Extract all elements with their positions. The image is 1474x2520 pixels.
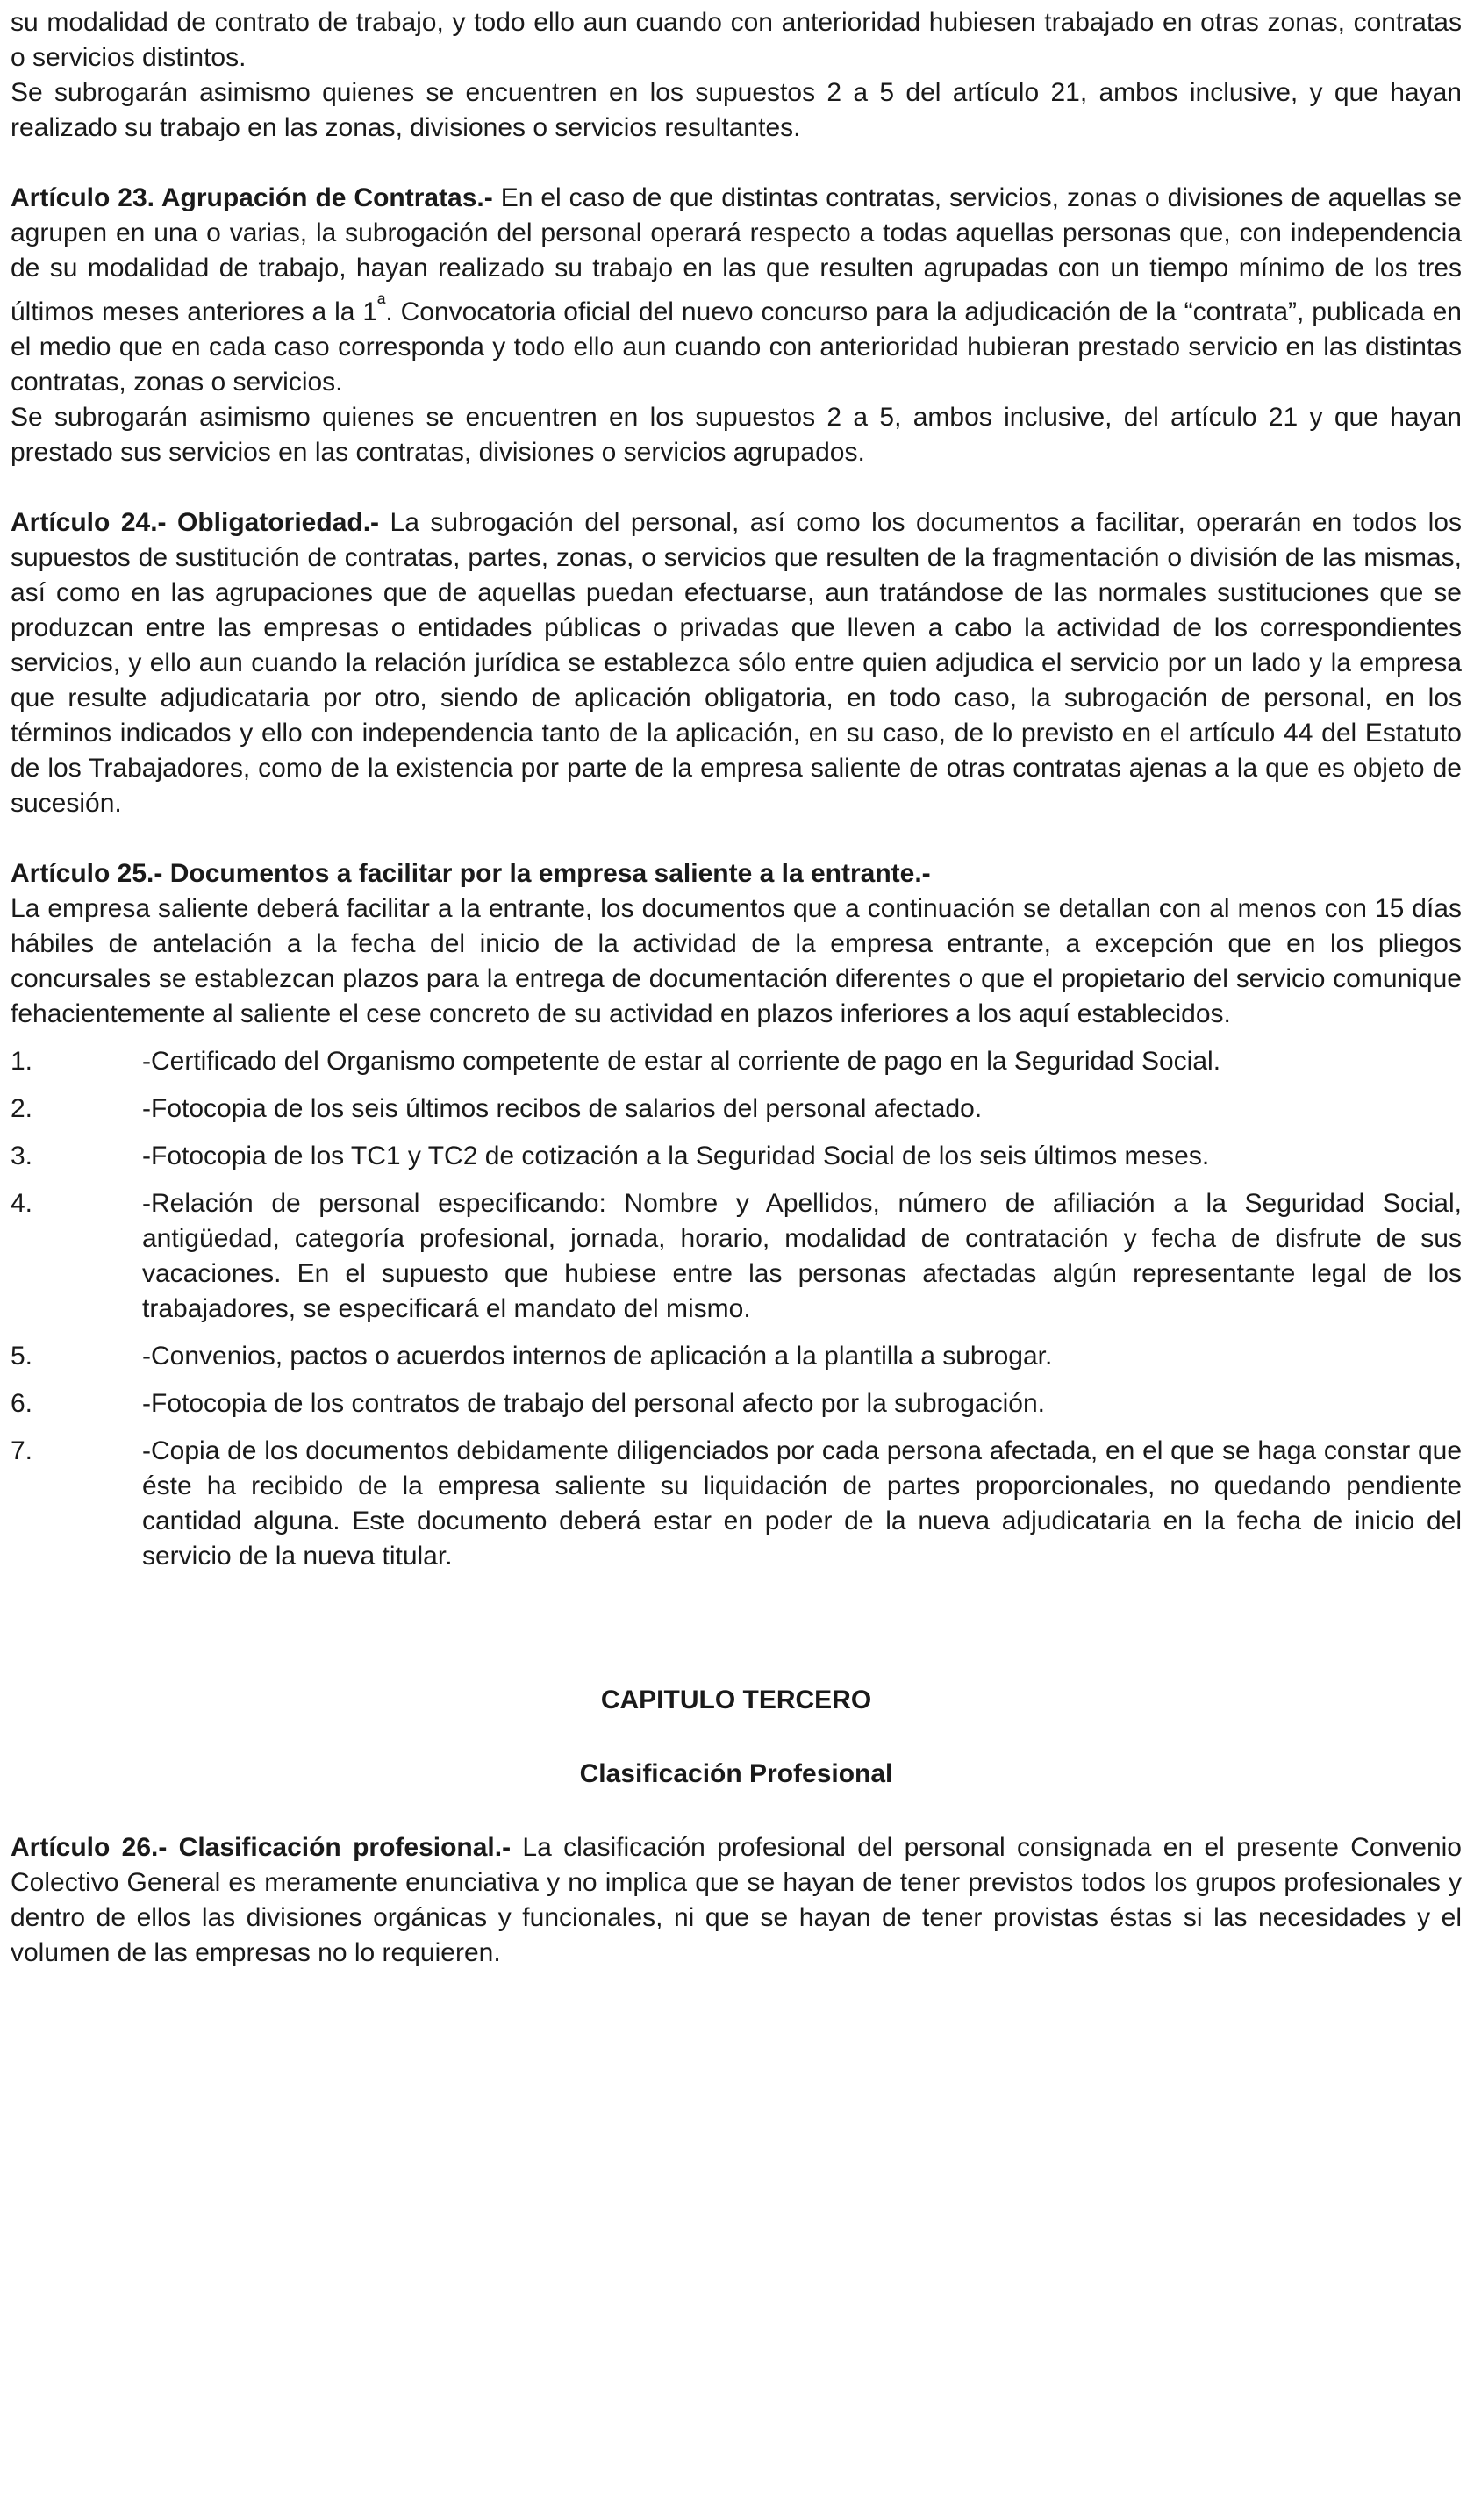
article-23-superscript: ª [377,291,386,316]
list-item-text: -Fotocopia de los contratos de trabajo del personal afecto por la subrogación. [142,1389,1045,1418]
spacer [11,1032,1462,1044]
spacer [11,821,1462,856]
intro-paragraph-1: su modalidad de contrato de trabajo, y todo ello aun cuando con anterioridad hubiesen trabajado en otras zonas, contratas o servicios distintos. [11,8,1462,72]
document-page [11,5,1462,1971]
spacer [11,1792,1462,1830]
list-item-number: 5. [11,1342,33,1371]
spacer [11,1586,1462,1683]
spacer [11,470,1462,505]
chapter-title: CAPITULO TERCERO [600,1686,872,1715]
article-23 [11,181,1462,400]
list-item-number: 2. [11,1094,33,1123]
list-item-number: 4. [11,1189,33,1218]
spacer [11,1718,1462,1757]
article-23-paragraph-2: Se subrogarán asimismo quienes se encuentren en los supuestos 2 a 5, ambos inclusive, del artículo 21 y que hayan prestado sus servicios en las contratas, divisiones o servicios agrupados. [11,403,1462,467]
list-item-number: 6. [11,1389,33,1418]
article-24-title: Artículo 24.- Obligatoriedad.- [11,508,380,537]
spacer [11,146,1462,181]
list-item-text: -Convenios, pactos o acuerdos internos de aplicación a la plantilla a subrogar. [142,1342,1053,1371]
list-item [11,1186,1462,1327]
list-item [11,1434,1462,1574]
document-list [11,1044,1462,1574]
list-item [11,1339,1462,1374]
list-item-text: -Relación de personal especificando: Nombre y Apellidos, número de afiliación a la Seguridad Social, antigüedad, categoría profesional, jornada, horario, modalidad de contratación y fecha de disfrute de sus vacaciones. En el supuesto que hubiese entre las personas afectadas algún representante legal de los trabajadores, se especificará el mandato del mismo. [142,1189,1462,1323]
article-23-title: Artículo 23. Agrupación de Contratas.- [11,183,493,212]
article-25-title-line [11,856,1462,891]
list-item [11,1139,1462,1174]
article-26 [11,1830,1462,1971]
list-item-text: -Fotocopia de los seis últimos recibos de salarios del personal afectado. [142,1094,983,1123]
list-item-number: 7. [11,1436,33,1465]
intro-paragraph-2: Se subrogarán asimismo quienes se encuentren en los supuestos 2 a 5 del artículo 21, ambos inclusive, y que hayan realizado su trabajo en las zonas, divisiones o servicios resultantes. [11,78,1462,142]
list-item-text: -Fotocopia de los TC1 y TC2 de cotización a la Seguridad Social de los seis últimos meses. [142,1142,1210,1171]
article-26-text: La clasificación profesional del personal consignada en el presente Convenio Colectivo General es meramente enunciativa y no implica que se hayan de tener previstos todos los grupos profesionales y dentro de ellos las divisiones orgánicas y funcionales, ni que se hayan de tener provistas éstas si las necesidades y el volumen de las empresas no lo requieren. [11,1833,1462,1967]
article-24 [11,505,1462,821]
list-item-number: 1. [11,1047,33,1076]
list-item-number: 3. [11,1142,33,1171]
article-26-title: Artículo 26.- Clasificación profesional.- [11,1833,512,1862]
list-item [11,1386,1462,1421]
list-item-text: -Certificado del Organismo competente de estar al corriente de pago en la Seguridad Social. [142,1047,1221,1076]
article-23-text-b: . Convocatoria oficial del nuevo concurso para la adjudicación de la “contrata”, publicada en el medio que en cada caso corresponda y todo ello aun cuando con anterioridad hubieran prestado servicio en las distintas contratas, zonas o servicios. [11,297,1462,397]
article-25-title: Artículo 25.- Documentos a facilitar por la empresa saliente a la entrante.- [11,859,931,888]
list-item [11,1092,1462,1127]
article-23-text-a: En el caso de que distintas contratas, servicios, zonas o divisiones de aquellas se agrupen en una o varias, la subrogación del personal operará respecto a todas aquellas personas que, con independencia de su modalidad de trabajo, hayan realizado su trabajo en las que resulten agrupadas con un tiempo mínimo de los tres últimos meses anteriores a la 1 [11,183,1462,326]
chapter-subtitle: Clasificación Profesional [579,1759,893,1788]
article-24-text: La subrogación del personal, así como los documentos a facilitar, operarán en todos los supuestos de sustitución de contratas, partes, zonas, o servicios que resulten de la fragmentación o división de las mismas, así como en las agrupaciones que de aquellas puedan efectuarse, aun tratándose de las normales sustituciones que se produzcan entre las empresas o entidades públicas o privadas que lleven a cabo la actividad de los correspondientes servicios, y ello aun cuando la relación jurídica se establezca sólo entre quien adjudica el servicio por un lado y la empresa que resulte adjudicataria por otro, siendo de aplicación obligatoria, en todo caso, la subrogación de personal, en los términos indicados y ello con independencia tanto de la aplicación, en su caso, de lo previsto en el artículo 44 del Estatuto de los Trabajadores, como de la existencia por parte de la empresa saliente de otras contratas ajenas a la que es objeto de sucesión. [11,508,1462,818]
list-item-text: -Copia de los documentos debidamente diligenciados por cada persona afectada, en el que se haga constar que éste ha recibido de la empresa saliente su liquidación de partes proporcionales, no quedando pendiente cantidad alguna. Este documento deberá estar en poder de la nueva adjudicataria en la fecha de inicio del servicio de la nueva titular. [142,1436,1462,1571]
article-25-text: La empresa saliente deberá facilitar a la entrante, los documentos que a continuación se detallan con al menos con 15 días hábiles de antelación a la fecha del inicio de la actividad de la empresa entrante, a excepción que en los pliegos concursales se establezcan plazos para la entrega de documentación diferentes o que el propietario del servicio comunique fehacientemente al saliente el cese concreto de su actividad en plazos inferiores a los aquí establecidos. [11,894,1462,1028]
list-item [11,1044,1462,1079]
